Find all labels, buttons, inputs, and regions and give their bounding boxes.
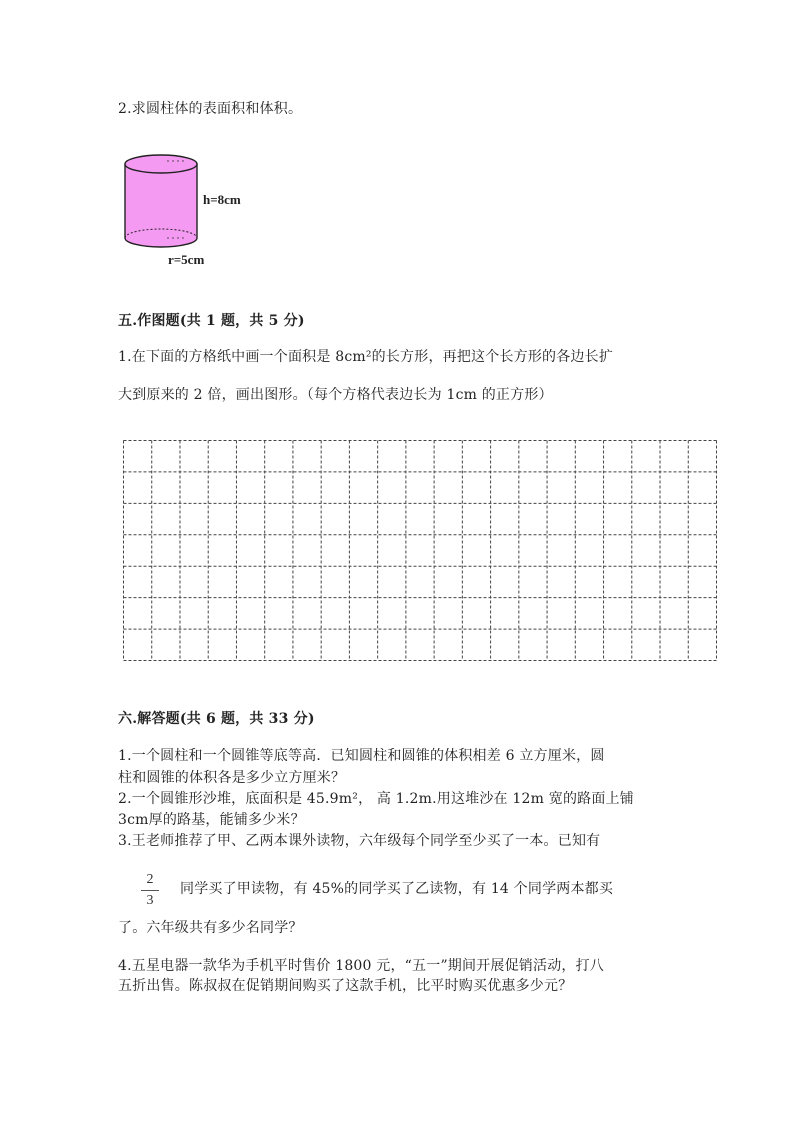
fraction-two-thirds: [141, 872, 159, 909]
section-6-q1-line2: 柱和圆锥的体积各是多少立方厘米？: [118, 770, 346, 786]
radius-label: r=5cm: [168, 252, 205, 267]
square-grid-paper: [123, 440, 717, 662]
section-5-title: 五.作图题(共 1 题，共 5 分): [118, 313, 305, 329]
fraction-bar: [141, 890, 159, 891]
cylinder-body: [125, 164, 197, 247]
grid-lines: [124, 441, 717, 661]
section-6-q4-line2: 五折出售。陈叔叔在促销期间购买了这款手机，比平时购买优惠多少元？: [118, 978, 573, 994]
cylinder-diagram: [118, 150, 258, 268]
section-6-q1-line1: 1.一个圆柱和一个圆锥等底等高．已知圆柱和圆锥的体积相差 6 立方厘米，圆: [118, 748, 605, 764]
section-5-q1-line1: 1.在下面的方格纸中画一个面积是 8cm²的长方形，再把这个长方形的各边长扩: [118, 349, 614, 365]
section-6-q3-line1: 3.王老师推荐了甲、乙两本课外读物，六年级每个同学至少买了一本。已知有: [118, 833, 601, 849]
fraction-numerator: 2: [146, 872, 154, 887]
section-6-q2-line1: 2.一个圆锥形沙堆，底面积是 45.9m²， 高 1.2m.用这堆沙在 12m 宽的路面上铺: [118, 791, 634, 807]
fraction-denominator: 3: [146, 893, 154, 908]
section-6-q4-line1: 4.五星电器一款华为手机平时售价 1800 元，“五一”期间开展促销活动，打八: [118, 958, 604, 974]
height-label: h=8cm: [203, 192, 241, 207]
question-2-text: 2.求圆柱体的表面积和体积。: [118, 101, 303, 117]
section-6-title: 六.解答题(共 6 题，共 33 分): [118, 711, 315, 727]
section-6-q3-line2: 同学买了甲读物，有 45%的同学买了乙读物，有 14 个同学两本都买: [180, 881, 614, 897]
section-6-q3-line3: 了。六年级共有多少名同学？: [118, 920, 303, 936]
section-6-q2-line2: 3cm厚的路基，能铺多少米？: [118, 812, 305, 828]
cylinder-top-ellipse: [125, 155, 197, 173]
section-5-q1-line2: 大到原来的 2 倍，画出图形。（每个方格代表边长为 1cm 的正方形）: [118, 387, 553, 403]
